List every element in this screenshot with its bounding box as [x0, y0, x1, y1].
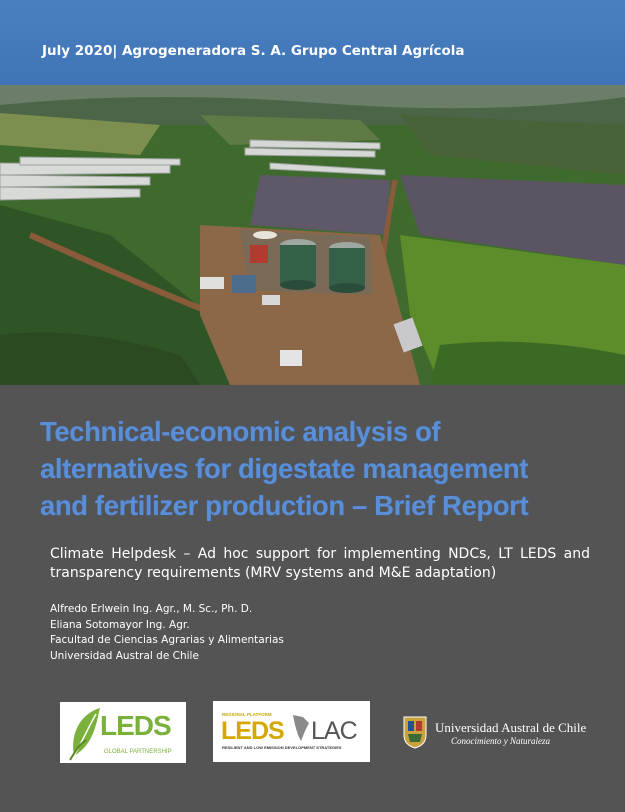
affiliation-line: Facultad de Ciencias Agrarias y Alimentarias: [50, 634, 284, 646]
leds-tagline: GLOBAL PARTNERSHIP: [104, 749, 172, 755]
leds-global-partnership-logo: [60, 702, 186, 763]
title-line: Technical-economic analysis of: [40, 416, 441, 447]
author-line: Alfredo Erlwein Ing. Agr., M. Sc., Ph. D.: [50, 603, 253, 615]
header-band: [0, 0, 625, 85]
leds-lac-leds-word: LEDS: [221, 717, 284, 745]
leds-lac-logo: [213, 701, 370, 762]
title-line: alternatives for digestate management: [40, 453, 529, 484]
shield-crest-icon: [402, 715, 428, 749]
header-date-organization: July 2020| Agrogeneradora S. A. Grupo Central Agrícola: [42, 43, 465, 59]
title-line: and fertilizer production – Brief Report: [40, 490, 529, 521]
author-line: Eliana Sotomayor Ing. Agr.: [50, 618, 190, 631]
leds-lac-lac-word: LAC: [311, 717, 357, 745]
authors-block: [50, 602, 284, 664]
uach-logo: [400, 713, 587, 753]
affiliation-line: Universidad Austral de Chile: [50, 649, 199, 662]
leds-lac-tagline: RESILIENT AND LOW EMISSION DEVELOPMENT STRATEGIES: [222, 745, 342, 750]
leds-lac-platform-label: REGIONAL PLATFORM: [222, 712, 272, 717]
uach-motto: Conocimiento y Naturaleza: [451, 736, 550, 746]
latin-america-map-icon: [289, 713, 311, 743]
uach-name: Universidad Austral de Chile: [435, 720, 587, 735]
report-subtitle: Climate Helpdesk – Ad hoc support for implementing NDCs, LT LEDS and transparency requirements (MRV systems and M&E adaptation): [50, 546, 590, 581]
aerial-photo-biogas-plant: [0, 85, 625, 385]
report-title: [40, 413, 600, 524]
leds-wordmark: LEDS: [100, 710, 171, 741]
